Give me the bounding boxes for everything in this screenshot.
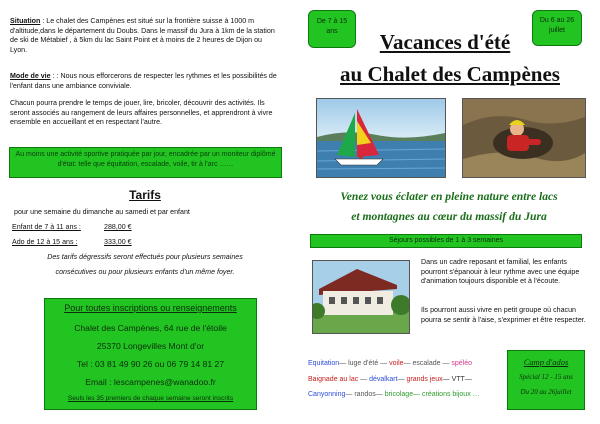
activities-row-2	[308, 376, 472, 383]
sejour-bar	[310, 234, 582, 248]
date-badge-text: Du 6 au 26 juillet	[539, 17, 575, 34]
mode-de-vie-label: Mode de vie	[10, 72, 51, 80]
activity-sep-3: —	[358, 376, 370, 383]
photo-sailboat	[316, 98, 446, 178]
mode-de-vie-paragraph-2: Chacun pourra prendre le temps de jouer, lire, bricoler, découvrir des activités. Ils seront associés au rangement de leurs affaires personnelles, et apprendront à vivre ensemble en accueillant et en respectant l'autre.	[10, 99, 273, 127]
activity-baignade: Baignade au lac	[308, 376, 359, 383]
sailboat-image	[317, 99, 445, 177]
activity-rando: — rando	[345, 391, 373, 398]
camp-ados-line-2: Du 20 au 26juillet	[520, 388, 572, 396]
chalet-image	[313, 261, 409, 333]
camp-ados-title: Camp d'ados	[523, 357, 569, 367]
activity-sep-2: — escalade —	[403, 360, 452, 367]
age-badge-text: De 7 à 15 ans	[316, 18, 348, 35]
tarifs-note-2: consécutives ou pour plusieurs enfants d'un même foyer.	[55, 268, 235, 276]
tarif-row-enfant	[12, 223, 81, 233]
activity-sep-4: —	[397, 376, 407, 383]
tarif-row-ado	[12, 238, 77, 248]
photo-chalet	[312, 260, 410, 334]
activity-devalkart: dévalkart	[369, 376, 398, 383]
activity-sep-1: — luge d'été —	[339, 360, 390, 367]
tarifs-intro: pour une semaine du dimanche au samedi et par enfant	[14, 208, 190, 216]
situation-paragraph	[10, 17, 278, 55]
activity-grands-jeux: grands jeux	[406, 376, 443, 383]
activities-row-1	[308, 360, 472, 367]
activity-speleo: spéléo	[451, 360, 473, 367]
tarif-enfant-value: 288,00 €	[104, 223, 132, 231]
activity-bijoux: — créations bijoux …	[413, 391, 480, 398]
activities-row-3	[308, 391, 480, 398]
tarifs-note-1: Des tarifs dégressifs seront effectués pour plusieurs semaines	[47, 253, 243, 261]
photo-speleo	[462, 98, 586, 178]
situation-text: : Le chalet des Campènes est situé sur la frontière suisse à 1000 m d'altitude,dans le département du Doubs. Dans le massif du Jura à 1km de la station de ski de Métabief , à 5km du lac Saint Point et à moins de 2 heures de Dijon ou Lyon.	[10, 17, 275, 54]
camp-ados-badge	[507, 350, 585, 410]
situation-label: Situation	[10, 17, 41, 25]
activity-bricolage: bricolage	[384, 391, 414, 398]
title-line-2: au Chalet des Campènes	[340, 62, 560, 86]
activity-voile: voile	[389, 360, 404, 367]
activity-equitation: Equitation	[308, 360, 340, 367]
speleo-image	[463, 99, 585, 177]
activity-box: Au moins une activité sportive pratiquée par jour, encadrée par un moniteur diplômé d'état: telle que équitation, escalade, voile, tir à l'arc ……	[9, 147, 282, 178]
contact-footer: Seuls les 35 premiers de chaque semaine seront inscrits	[67, 395, 234, 402]
activity-canyonning: Canyonning	[308, 391, 346, 398]
contact-heading: Pour toutes inscriptions ou renseignements	[64, 303, 237, 313]
tarif-ado-label: Ado de 12 à 15 ans :	[12, 238, 78, 246]
mode-de-vie-text: : : Nous nous efforcerons de respecter les rythmes et les possibilités de l'enfant dans une ambiance conviviale.	[10, 72, 277, 90]
tarifs-title: Tarifs	[129, 188, 161, 202]
contact-line-3: Tel : 03 81 49 90 26 ou 06 79 14 81 27	[76, 359, 225, 369]
contact-line-2: 25370 Longevilles Mont d'or	[96, 341, 205, 351]
sejour-bar-text: Séjours possibles de 1 à 3 semaines	[388, 237, 503, 244]
tarif-enfant-label: Enfant de 7 à 11 ans :	[12, 223, 81, 231]
tagline-line-2: et montagnes au cœur du massif du Jura	[351, 210, 547, 223]
mode-de-vie-paragraph	[10, 72, 278, 91]
contact-line-4: Email : lescampenes@wanadoo.fr	[85, 377, 216, 387]
camp-ados-line-1: Spécial 12 - 15 ans	[519, 373, 573, 381]
description-1: Dans un cadre reposant et familial, les enfants pourront s'épanouir à leur rythme avec une équipe d'animation toujours disponible et à l'écoute.	[421, 258, 580, 286]
tagline-line-1: Venez vous éclater en pleine nature entre lacs	[340, 190, 558, 203]
description-2: Ils pourront aussi vivre en petit groupe où chacun pourra se sentir à l'aise, s'exprimer et être respecter.	[421, 306, 586, 324]
tarif-ado-value: 333,00 €	[104, 238, 132, 246]
activity-sep-5: s—	[372, 391, 385, 398]
contact-line-1: Chalet des Campènes, 64 rue de l'étoile	[74, 323, 227, 333]
contact-box	[44, 298, 257, 410]
activity-vtt: — VTT—	[442, 376, 472, 383]
title-line-1: Vacances d'été	[379, 30, 511, 54]
